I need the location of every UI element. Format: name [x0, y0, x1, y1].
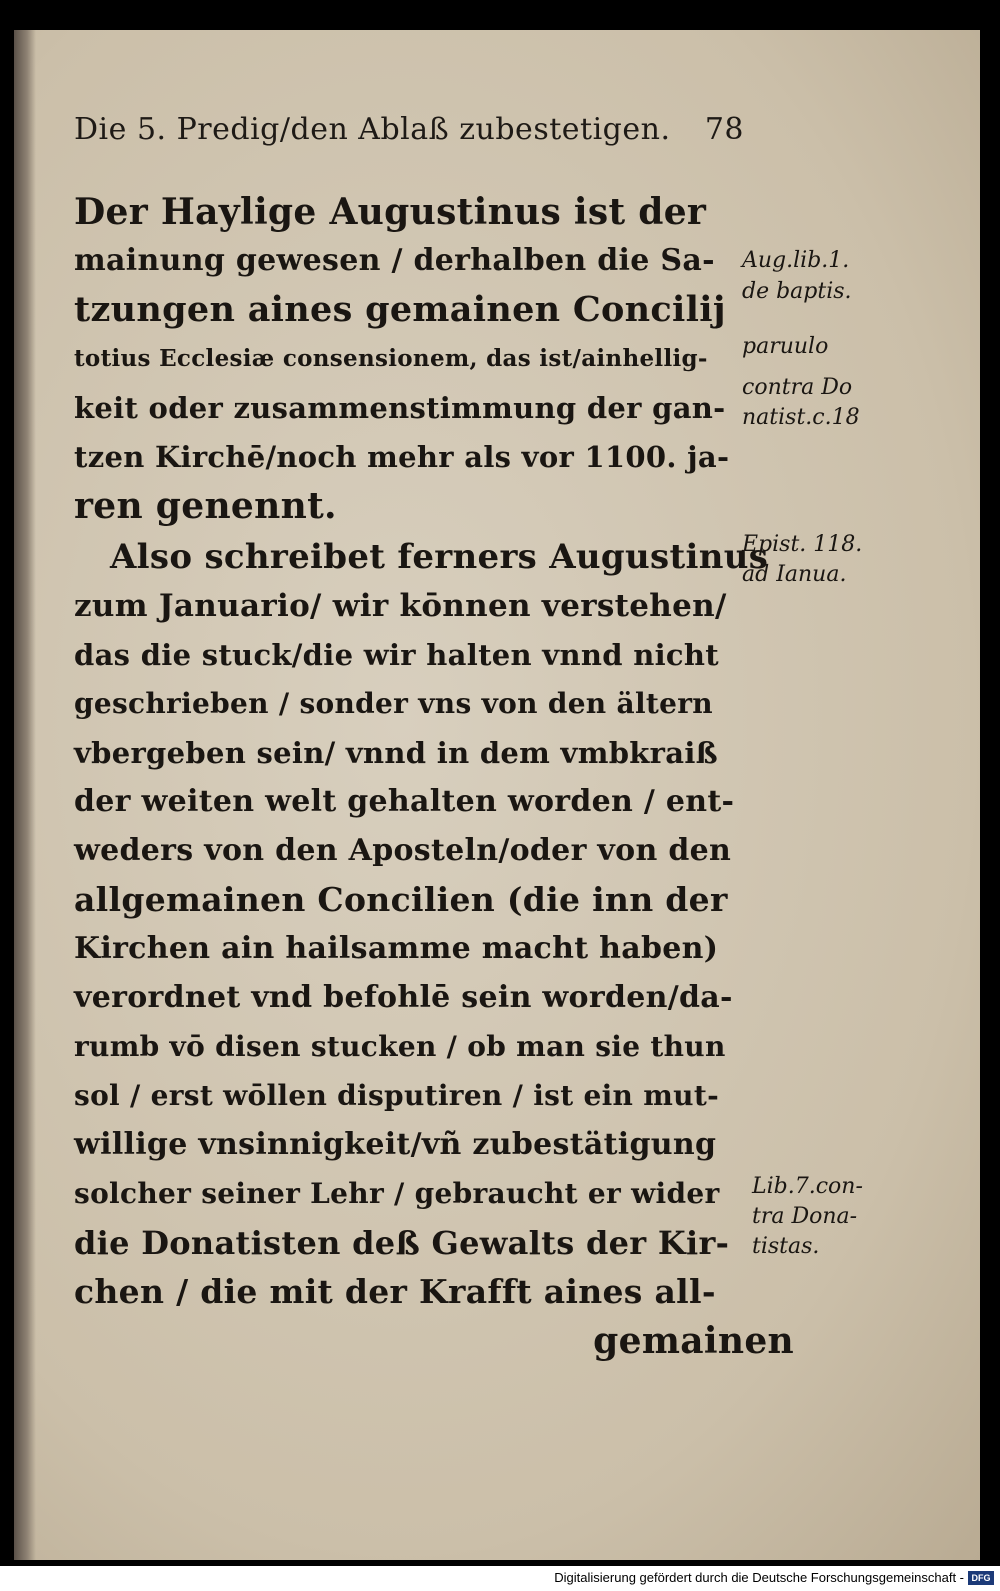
running-title: Die 5. Predig/den Ablaß zubestetigen. — [74, 112, 671, 147]
book-page — [14, 30, 980, 1560]
body-line: zum Januario/ wir kōnnen verstehen/ — [74, 588, 727, 624]
body-line: allgemainen Concilien (die inn der — [74, 880, 728, 919]
body-line: totius Ecclesiæ consensionem, das ist/ainhellig- — [74, 345, 708, 372]
body-line: der weiten welt gehalten worden / ent- — [74, 784, 735, 819]
marginal-note: ad Ianua. — [742, 562, 847, 587]
body-line: Der Haylige Augustinus ist der — [74, 191, 707, 233]
marginal-note: contra Do — [742, 375, 853, 400]
body-line: mainung gewesen / derhalben die Sa- — [74, 243, 715, 278]
marginal-note: Aug.lib.1. — [742, 248, 850, 273]
marginal-note: Lib.7.con- — [752, 1174, 863, 1199]
body-line: Also schreibet ferners Augustinus — [110, 537, 769, 577]
body-line: chen / die mit der Krafft aines all- — [74, 1272, 716, 1311]
body-line: solcher seiner Lehr / gebraucht er wider — [74, 1177, 720, 1210]
body-line: rumb vō disen stucken / ob man sie thun — [74, 1030, 726, 1063]
body-line: die Donatisten deß Gewalts der Kir- — [74, 1224, 730, 1262]
body-line: vbergeben sein/ vnnd in dem vmbkraiß — [74, 736, 718, 770]
body-line: sol / erst wōllen disputiren / ist ein mut- — [74, 1079, 719, 1112]
body-line: keit oder zusammenstimmung der gan- — [74, 391, 726, 425]
body-line: geschrieben / sonder vns von den ältern — [74, 687, 713, 720]
body-line: tzen Kirchē/noch mehr als vor 1100. ja- — [74, 440, 730, 474]
running-header — [74, 112, 744, 162]
marginal-note: de baptis. — [742, 279, 852, 304]
body-line: das die stuck/die wir halten vnnd nicht — [74, 638, 719, 672]
dfg-logo-icon: DFG — [968, 1571, 994, 1585]
marginal-note: Epist. 118. — [742, 532, 863, 557]
marginal-note: tra Dona- — [752, 1204, 858, 1229]
body-line: weders von den Aposteln/oder von den — [74, 833, 732, 868]
body-line: Kirchen ain hailsamme macht haben) — [74, 931, 719, 966]
digitization-footer — [0, 1566, 1000, 1591]
marginal-note: tistas. — [752, 1234, 820, 1259]
marginal-note: paruulo — [742, 334, 829, 359]
body-line: ren genennt. — [74, 485, 337, 527]
footer-credit: Digitalisierung gefördert durch die Deutsche Forschungsgemeinschaft - — [554, 1570, 964, 1585]
body-line: verordnet vnd befohlē sein worden/da- — [74, 980, 733, 1015]
catchword: gemainen — [593, 1320, 794, 1362]
page-number: 78 — [704, 112, 744, 147]
marginal-note: natist.c.18 — [742, 405, 860, 430]
page-spine-shadow — [14, 30, 36, 1560]
body-line: tzungen aines gemainen Concilij — [74, 289, 726, 330]
body-line: willige vnsinnigkeit/vñ zubestätigung — [74, 1127, 717, 1162]
